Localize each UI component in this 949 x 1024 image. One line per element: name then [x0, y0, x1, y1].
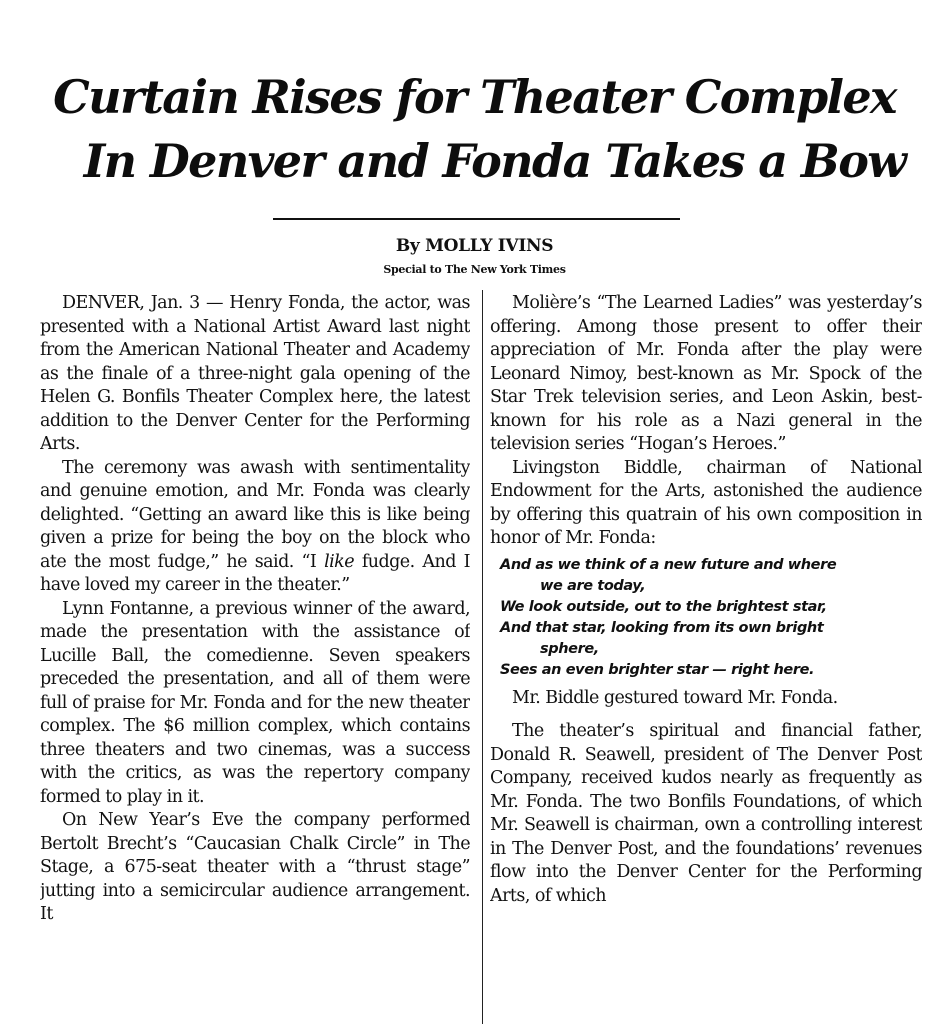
poem-line: We look outside, out to the brightest star, [500, 598, 827, 615]
text-run: The ceremony was awash with sentimentality and genuine emotion, and Mr. Fonda was clearly delighted. “Getting an award like this is like being given a prize for being the boy on the block who ate the most fudge,” he said. “I [40, 457, 470, 572]
headline-line-2: In Denver and Fonda Takes a Bow [83, 134, 906, 188]
paragraph: Molière’s “The Learned Ladies” was yesterday’s offering. Among those present to offer their appreciation of Mr. Fonda after the play were Leonard Nimoy, best-known as Mr. Spock of the Star Trek television series, and Leon Askin, best-known for his role as a Nazi general in the television series “Hogan’s Heroes.” [490, 293, 922, 454]
paragraph: Livingston Biddle, chairman of National Endowment for the Arts, astonished the audience by offering this quatrain of his own composition in honor of Mr. Fonda: [490, 457, 922, 548]
poem-line: Sees an even brighter star — right here. [500, 661, 815, 678]
headline-rule [273, 218, 680, 220]
quatrain [500, 555, 922, 681]
paragraph: On New Year’s Eve the company performed Bertolt Brecht’s “Caucasian Chalk Circle” in The Stage, a 675-seat theater with a “thrust stage” jutting into a semicircular audience arrangement. It [40, 810, 470, 924]
poem-line: And as we think of a new future and where [500, 556, 837, 573]
paragraph [40, 457, 470, 598]
emphasis: like [324, 551, 355, 572]
poem-line: we are today, [540, 577, 646, 594]
column-divider [482, 290, 483, 1024]
poem-line: And that star, looking from its own bright [500, 619, 824, 636]
paragraph-gap [490, 710, 922, 720]
right-column [490, 292, 922, 1024]
poem-line: sphere, [540, 640, 599, 657]
paragraph: The theater’s spiritual and financial father, Donald R. Seawell, president of The Denver Post Company, received kudos nearly as frequently as Mr. Fonda. The two Bonfils Foundations, of which Mr. Seawell is chairman, own a controlling interest in The Denver Post, and the foundations’ revenues flow into the Denver Center for the Performing Arts, of which [490, 721, 922, 906]
credit-line: Special to The New York Times [383, 263, 566, 276]
byline: By MOLLY IVINS [395, 236, 554, 256]
headline-line-1: Curtain Rises for Theater Complex [53, 70, 896, 124]
text-run: fudge. And I have loved my career in the theater.” [40, 551, 470, 595]
paragraph: DENVER, Jan. 3 — Henry Fonda, the actor, was presented with a National Artist Award last night from the American National Theater and Academy as the finale of a three-night gala opening of the Helen G. Bonfils Theater Complex here, the latest addition to the Denver Center for the Performing Arts. [40, 293, 470, 454]
paragraph: Mr. Biddle gestured toward Mr. Fonda. [512, 687, 838, 708]
paragraph: Lynn Fontanne, a previous winner of the award, made the presentation with the assistance of Lucille Ball, the comedienne. Seven speakers preceded the presentation, and all of them were full of praise for Mr. Fonda and for the new theater complex. The $6 million complex, which contains three theaters and two cinemas, was a success with the critics, as was the repertory company formed to play in it. [40, 598, 470, 807]
left-column [40, 292, 470, 1024]
